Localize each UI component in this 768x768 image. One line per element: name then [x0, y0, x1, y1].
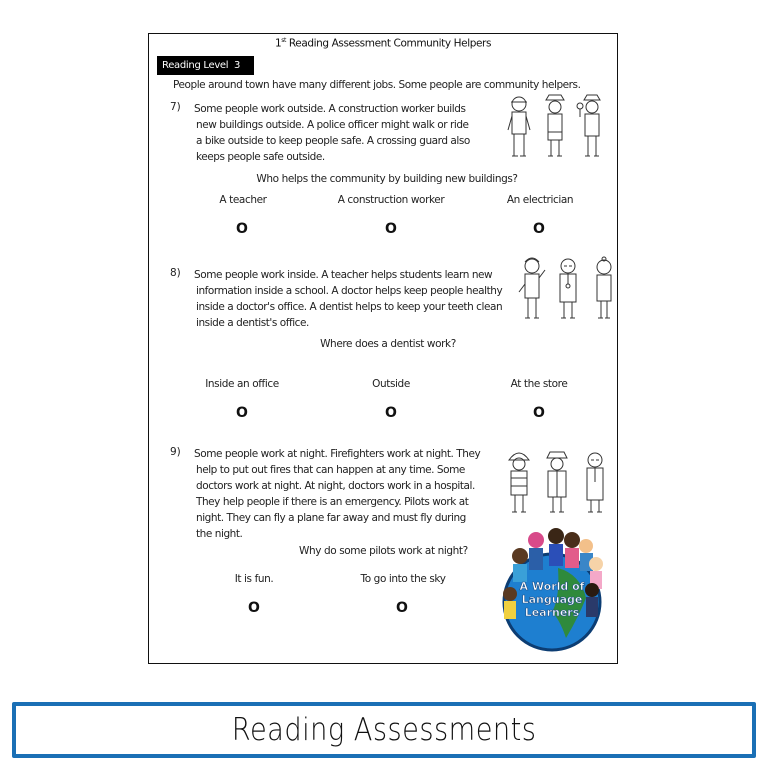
answer-bubble[interactable]: O	[248, 600, 260, 616]
teacher-icon	[517, 254, 547, 324]
answer-choice-label: An electrician	[506, 194, 574, 206]
reading-assessments-banner	[12, 702, 756, 758]
world-of-language-learners-logo	[498, 524, 606, 652]
illustration-outdoor-helpers	[504, 92, 606, 162]
night-doctor-icon	[580, 448, 610, 518]
question-prompt: Where does a dentist work?	[320, 338, 456, 350]
answer-bubble[interactable]: O	[396, 600, 408, 616]
passage: Some people work outside. A construction worker builds new buildings outside. A police officer might walk or ride a bike outside to keep people safe. A crossing guard also keeps people safe outside.	[194, 103, 470, 163]
passage: Some people work inside. A teacher helps students learn new information inside a school. A doctor helps keep people healthy inside a doctor's office. A dentist helps to keep your teeth clean inside a dentist's office.	[194, 269, 503, 329]
answer-choice-label: Outside	[372, 378, 410, 390]
worksheet-page	[148, 33, 618, 664]
intro-text: People around town have many different jobs. Some people are community helpers.	[173, 79, 581, 91]
crossing-guard-icon	[576, 92, 606, 162]
question-prompt: Why do some pilots work at night?	[299, 545, 468, 557]
answer-choice-label: It is fun.	[234, 573, 274, 585]
worksheet-title: 1st Reading Assessment Community Helpers	[274, 37, 492, 50]
answer-bubble[interactable]: O	[533, 405, 545, 421]
firefighter-icon	[504, 448, 534, 518]
illustration-indoor-helpers	[517, 254, 619, 324]
question-number: 7)	[170, 101, 181, 113]
answer-bubble[interactable]: O	[533, 221, 545, 237]
police-officer-icon	[540, 92, 570, 162]
construction-worker-icon	[504, 92, 534, 162]
answer-bubble[interactable]: O	[236, 221, 248, 237]
illustration-night-helpers	[504, 448, 610, 518]
passage: Some people work at night. Firefighters work at night. They help to put out fires that can happen at any time. Some doctors work at night. At night, doctors work in a hospital. They help people if there is an emergency. Pilots work at night. They can fly a plane far away and must fly during the night.	[194, 448, 481, 540]
svg-text:Learners: Learners	[524, 606, 580, 619]
answer-bubble[interactable]: O	[385, 221, 397, 237]
svg-text:A World of: A World of	[519, 580, 585, 593]
answer-choice-label: At the store	[510, 378, 568, 390]
banner-label: Reading Assessments	[231, 712, 537, 748]
question-number: 9)	[170, 446, 181, 458]
answer-bubble[interactable]: O	[385, 405, 397, 421]
svg-text:Language: Language	[521, 593, 583, 606]
doctor-icon	[553, 254, 583, 324]
question-number: 8)	[170, 267, 181, 279]
answer-choice-label: Inside an office	[205, 378, 279, 390]
answer-bubble[interactable]: O	[236, 405, 248, 421]
nurse-icon	[589, 254, 619, 324]
answer-choice-label: A construction worker	[337, 194, 445, 206]
answer-choice-label: To go into the sky	[360, 573, 446, 585]
answer-choice-label: A teacher	[219, 194, 267, 206]
question-prompt: Who helps the community by building new buildings?	[256, 173, 518, 185]
pilot-icon	[542, 448, 572, 518]
reading-level-badge: Reading Level 3	[157, 56, 254, 75]
